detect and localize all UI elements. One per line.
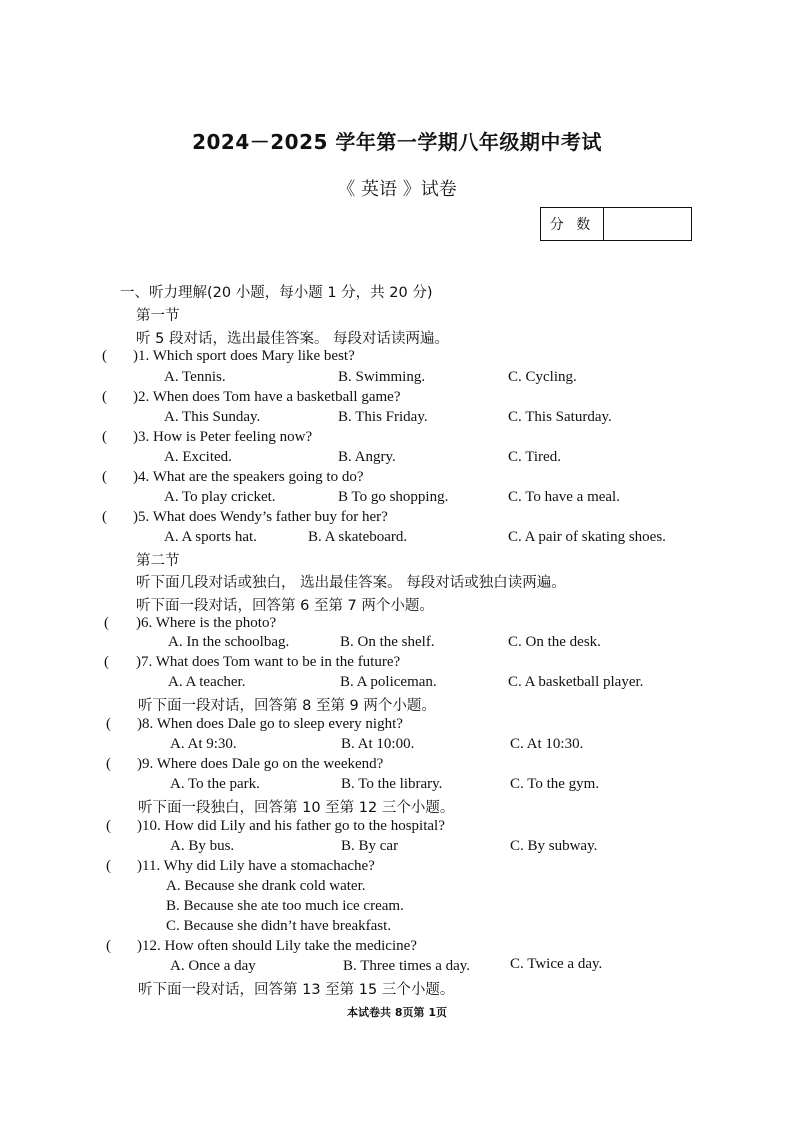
q11-option-b: B. Because she ate too much ice cream. [166,898,404,914]
question-12: )12. How often should Lily take the medicine? [137,938,417,954]
q7-option-c: C. A basketball player. [508,674,644,690]
answer-blank-6[interactable]: ( [104,615,109,631]
answer-blank-4[interactable]: ( [102,469,107,485]
q7-option-a: A. A teacher. [168,674,246,690]
q6-option-a: A. In the schoolbag. [168,634,290,650]
answer-blank-10[interactable]: ( [106,818,111,834]
answer-blank-11[interactable]: ( [106,858,111,874]
instruction-q13-q15: 听下面一段对话，回答第 13 至第 15 三个小题。 [138,982,455,998]
q4-option-c: C. To have a meal. [508,489,620,505]
q3-option-b: B. Angry. [338,449,396,465]
q9-option-b: B. To the library. [341,776,443,792]
q2-option-a: A. This Sunday. [164,409,261,425]
q12-option-c: C. Twice a day. [510,956,603,972]
page-title: 2024－2025 学年第一学期八年级期中考试 [192,130,602,154]
question-3: )3. How is Peter feeling now? [133,429,313,445]
q3-option-c: C. Tired. [508,449,561,465]
answer-blank-8[interactable]: ( [106,716,111,732]
q12-option-a: A. Once a day [170,958,256,974]
q2-option-c: C. This Saturday. [508,409,612,425]
part2-instruction: 听下面几段对话或独白， 选出最佳答案。 每段对话或独白读两遍。 [136,575,566,591]
score-box [540,207,692,241]
part1-label: 第一节 [136,308,180,324]
q1-option-a: A. Tennis. [164,369,226,385]
q1-option-b: B. Swimming. [338,369,426,385]
answer-blank-1[interactable]: ( [102,348,107,364]
question-2: )2. When does Tom have a basketball game? [133,389,401,405]
q6-option-b: B. On the shelf. [340,634,435,650]
question-5: )5. What does Wendy’s father buy for her? [133,509,388,525]
answer-blank-5[interactable]: ( [102,509,107,525]
question-10: )10. How did Lily and his father go to the hospital? [137,818,445,834]
q10-option-b: B. By car [341,838,399,854]
q9-option-a: A. To the park. [170,776,260,792]
q12-option-b: B. Three times a day. [343,958,471,974]
q3-option-a: A. Excited. [164,449,232,465]
question-1: )1. Which sport does Mary like best? [133,348,355,364]
q5-option-a: A. A sports hat. [164,529,257,545]
instruction-q10-q12: 听下面一段独白，回答第 10 至第 12 三个小题。 [138,800,455,816]
section-heading: 一、听力理解(20 小题，每小题 1 分，共 20 分) [120,285,433,301]
question-11: )11. Why did Lily have a stomachache? [137,858,375,874]
q1-option-c: C. Cycling. [508,369,577,385]
q6-option-c: C. On the desk. [508,634,601,650]
q8-option-b: B. At 10:00. [341,736,415,752]
score-field[interactable] [604,208,691,240]
question-8: )8. When does Dale go to sleep every night? [137,716,403,732]
q11-option-c: C. Because she didn’t have breakfast. [166,918,392,934]
score-label: 分 数 [541,208,604,240]
answer-blank-12[interactable]: ( [106,938,111,954]
answer-blank-3[interactable]: ( [102,429,107,445]
instruction-q8-q9: 听下面一段对话，回答第 8 至第 9 两个小题。 [138,698,436,714]
question-7: )7. What does Tom want to be in the future? [136,654,401,670]
q10-option-c: C. By subway. [510,838,598,854]
q8-option-a: A. At 9:30. [170,736,237,752]
q2-option-b: B. This Friday. [338,409,428,425]
answer-blank-9[interactable]: ( [106,756,111,772]
q8-option-c: C. At 10:30. [510,736,584,752]
q5-option-c: C. A pair of skating shoes. [508,529,666,545]
q4-option-a: A. To play cricket. [164,489,276,505]
instruction-q6-q7: 听下面一段对话，回答第 6 至第 7 两个小题。 [136,598,434,614]
q11-option-a: A. Because she drank cold water. [166,878,366,894]
question-9: )9. Where does Dale go on the weekend? [137,756,384,772]
answer-blank-7[interactable]: ( [104,654,109,670]
q9-option-c: C. To the gym. [510,776,600,792]
answer-blank-2[interactable]: ( [102,389,107,405]
question-6: )6. Where is the photo? [136,615,277,631]
q4-option-b: B To go shopping. [338,489,449,505]
part2-label: 第二节 [136,553,180,569]
part1-instruction: 听 5 段对话，选出最佳答案。 每段对话读两遍。 [136,331,450,347]
q7-option-b: B. A policeman. [340,674,437,690]
page-subtitle: 《 英语 》试卷 [337,179,457,200]
q10-option-a: A. By bus. [170,838,235,854]
page-footer: 本试卷共 8页第 1页 [347,1006,447,1019]
q5-option-b: B. A skateboard. [308,529,408,545]
question-4: )4. What are the speakers going to do? [133,469,364,485]
